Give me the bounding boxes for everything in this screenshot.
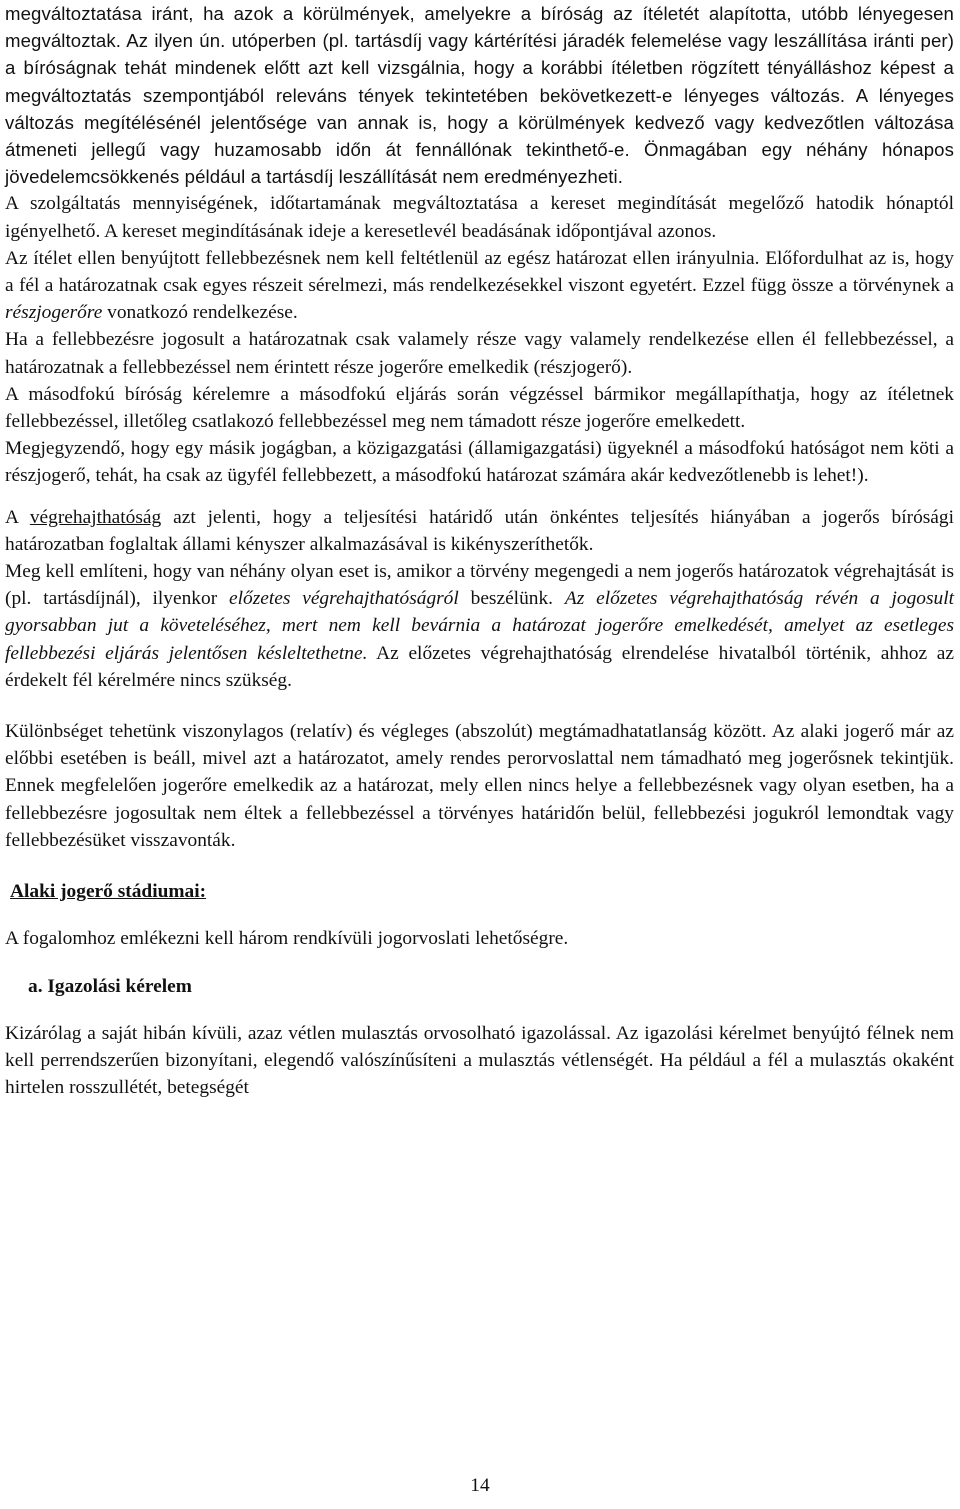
text-run: előzetes végrehajthatóságról <box>229 588 459 610</box>
text-run: A másodfokú bíróság kérelemre a másodfokú eljárás során végzéssel bármikor megállapíthatja, hogy az ítéletnek fellebbezéssel, illetőleg csatlakozó fellebbezéssel meg nem támadott része jogerőre emelkedett. <box>5 383 954 433</box>
text-run: Ha a fellebbezésre jogosult a határozatnak csak valamely része vagy valamely rendelkezése ellen él fellebbezéssel, a határozatnak a fellebbezéssel nem érintett része jogerőre emelkedik (részjogerő). <box>5 329 954 378</box>
paragraph-1 <box>5 0 954 190</box>
text-run: Az előzetes végrehajthatóság elrendelése hivatalból történik, ahhoz az érdekelt fél kérelmére nincs szükség. <box>5 642 954 691</box>
spacer <box>5 953 954 973</box>
section-heading: Alaki jogerő stádiumai: <box>10 881 207 903</box>
text-run: Az előzetes végrehajthatóság révén a jogosult gyorsabban jut a követeléséhez, mert nem kell bevárnia a határozat jogerőre emelkedését, amelyet az esetleges fellebbezési eljárás jelentősen késleltethetne. <box>5 588 955 664</box>
paragraph-8 <box>5 558 954 694</box>
page-number: 14 <box>470 1475 490 1496</box>
paragraph-2 <box>5 190 954 244</box>
spacer <box>5 905 954 925</box>
text-run: Az ítélet ellen benyújtott fellebbezésnek nem kell feltétlenül az egész határozat ellen irányulnia. Előfordulhat az is, hogy a fél a határozatnak csak egyes részeit sérelmezi, más rendelkezésekkel viszont egyetért. Ezzel függ össze a törvénynek a <box>5 247 954 297</box>
spacer <box>5 854 954 878</box>
paragraph-4 <box>5 326 954 380</box>
text-run: A <box>5 506 30 528</box>
paragraph-7 <box>5 504 954 558</box>
paragraph-3 <box>5 245 954 327</box>
spacer <box>5 694 954 718</box>
text-run: Meg kell említeni, hogy van néhány olyan eset is, amikor a törvény megengedi a nem jogerős határozatok végrehajtását is (pl. tartásdíjnál), ilyenkor <box>5 561 954 610</box>
text-run: Megjegyzendő, hogy egy másik jogágban, a közigazgatási (államigazgatási) ügyeknél a másodfokú hatóságot nem köti a részjogerő, tehát, ha csak az ügyfél fellebbezett, a másodfokú határozat számára akár kedvezőtlenebb is lehet!). <box>5 438 954 487</box>
text-run: végrehajthatóság <box>29 506 162 528</box>
text-run: megváltoztatása iránt, ha azok a körülmények, amelyekre a bíróság az ítéletét alapította, utóbb lényegesen megváltoztak. Az ilyen ún. utóperben (pl. tartásdíj vagy kártérítési járadék felemelése vagy leszállítása iránti per) a bíróságnak tehát mindenek előtt azt kell vizsgálnia, hogy a korábbi ítéletben rögzített tényálláshoz képest a megváltoztatás szempontjából releváns tények tekintetében bekövetkezett-e lényeges változás. A lényeges változás megítélésénél jelentősége van annak is, hogy a körülmények kedvező vagy kedvezőtlen változása átmeneti jellegű vagy huzamosabb időn át fennállónak tekinthető-e. Önmagában egy néhány hónapos jövedelemcsökkenés például a tartásdíj leszállítását nem eredményezheti. <box>5 3 954 188</box>
text-run: beszélünk. <box>458 588 565 610</box>
spacer <box>5 490 954 504</box>
intro-paragraph: A fogalomhoz emlékezni kell három rendkívüli jogorvoslati lehetőségre. <box>5 928 569 950</box>
text-run: részjogerőre <box>5 302 103 324</box>
text-run: vonatkozó rendelkezése. <box>102 302 298 324</box>
final-paragraph: Kizárólag a saját hibán kívüli, azaz vétlen mulasztás orvosolható igazolással. Az igazolási kérelmet benyújtó félnek nem kell perrendszerűen bizonyítani, elegendő valószínűsíteni a mulasztás vétlenségét. Ha például a fél a mulasztás okaként hirtelen rosszullétét, betegségét <box>5 1022 954 1099</box>
subsection-heading: a. Igazolási kérelem <box>28 975 192 997</box>
text-run: A szolgáltatás mennyiségének, időtartamának megváltoztatása a kereset megindítását megelőző hatodik hónaptól igényelhető. A kereset megindításának ideje a keresetlevél beadásának időpontjával azonos. <box>5 193 954 242</box>
paragraph-5 <box>5 381 954 435</box>
paragraph-6 <box>5 435 954 489</box>
text-run: azt jelenti, hogy a teljesítési határidő után önkéntes teljesítés hiányában a jogerős bírósági határozatban foglaltak állami kényszer alkalmazásával is kikényszeríthetők. <box>5 506 954 555</box>
spacer <box>5 1000 954 1020</box>
paragraph-9 <box>5 718 954 854</box>
text-run: Különbséget tehetünk viszonylagos (relatív) és végleges (abszolút) megtámadhatatlanság között. Az alaki jogerő már az előbbi esetében is beáll, mivel azt a határozatot, amely rendes perorvoslattal nem támadható meg jogerősnek tekintjük. Ennek megfelelően jogerőre emelkedik az a határozat, mely ellen nincs helye a fellebbezésnek vagy olyan esetben, ha a fellebbezésre jogosultak nem éltek a fellebbezéssel a törvényes határidőn belül, fellebbezési jogukról lemondtak vagy fellebbezésüket visszavonták. <box>5 721 954 851</box>
